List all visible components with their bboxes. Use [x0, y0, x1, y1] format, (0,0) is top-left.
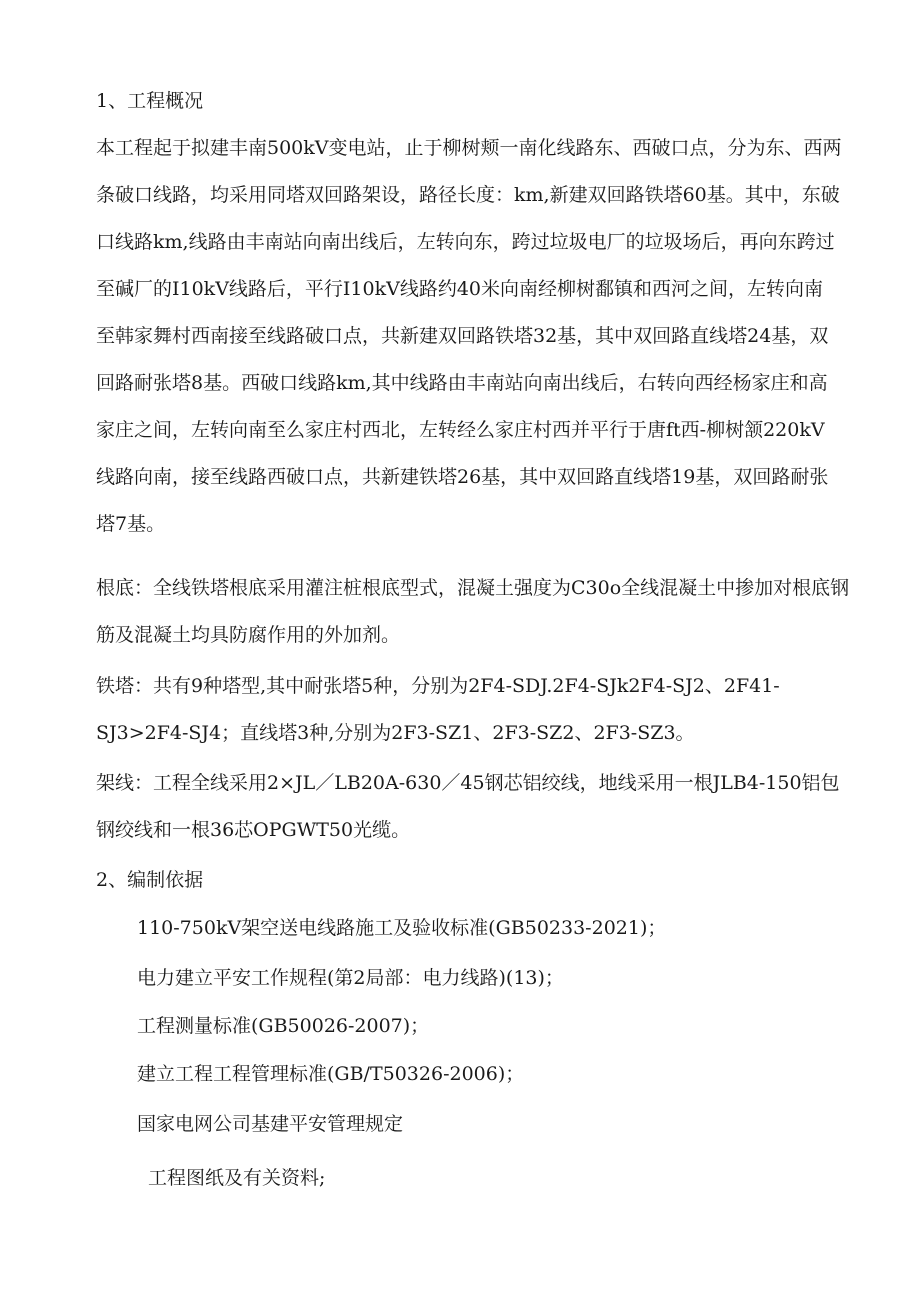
overview-line-8: 线路向南，接至线路西破口点，共新建铁塔26基，其中双回路直线塔19基，双回路耐张	[96, 466, 829, 488]
overview-line-1: 本工程起于拟建丰南500kV变电站，止于柳树颊一南化线路东、西破口点，分为东、西两	[96, 137, 842, 159]
overview-line-9: 塔7基。	[96, 513, 166, 535]
foundation-line-2: 筋及混凝土均具防腐作用的外加剂。	[96, 624, 401, 646]
basis-item-2: 电力建立平安工作规程(第2局部：电力线路)(13)；	[137, 967, 564, 989]
wire-line-1: 架线：工程全线采用2×JL／LB20A-630／45钢芯铝绞线，地线采用一根JLB4-150铝包	[96, 772, 840, 794]
section-heading-overview: 1、工程概况	[96, 90, 204, 112]
basis-item-4: 建立工程工程管理标准(GB/T50326-2006)；	[137, 1063, 525, 1085]
wire-line-2: 钢绞线和一根36芯OPGWT50光缆。	[96, 819, 411, 841]
section-heading-basis: 2、编制依据	[96, 869, 204, 891]
overview-line-6: 回路耐张塔8基。西破口线路km,其中线路由丰南站向南出线后，右转向西经杨家庄和高	[96, 372, 828, 394]
overview-line-5: 至韩家舞村西南接至线路破口点，共新建双回路铁塔32基，其中双回路直线塔24基，双	[96, 325, 829, 347]
basis-item-1: 110-750kV架空送电线路施工及验收标准(GB50233-2021)；	[137, 917, 667, 939]
overview-line-4: 至碱厂的I10kV线路后，平行I10kV线路约40米向南经柳树鄱镇和西河之间，左转向南	[96, 278, 824, 300]
basis-item-3: 工程测量标准(GB50026-2007)；	[137, 1015, 430, 1037]
basis-item-6: 工程图纸及有关资料;	[148, 1167, 326, 1189]
overview-line-2: 条破口线路，均采用同塔双回路架设，路径长度：km,新建双回路铁塔60基。其中，东破	[96, 184, 840, 206]
tower-line-1: 铁塔：共有9种塔型,其中耐张塔5种，分别为2F4-SDJ.2F4-SJk2F4-SJ2、2F41-	[96, 675, 780, 697]
overview-line-3: 口线路km,线路由丰南站向南出线后，左转向东，跨过垃圾电厂的垃圾场后，再向东跨过	[96, 231, 835, 253]
overview-line-7: 家庄之间，左转向南至么家庄村西北，左转经么家庄村西并平行于唐ft西-柳树颔220kV	[96, 419, 825, 441]
tower-line-2: SJ3>2F4-SJ4；直线塔3种,分别为2F3-SZ1、2F3-SZ2、2F3-SZ3。	[96, 722, 695, 744]
basis-item-5: 国家电网公司基建平安管理规定	[137, 1113, 404, 1135]
foundation-line-1: 根底：全线铁塔根底采用灌注桩根底型式，混凝土强度为C30o全线混凝土中掺加对根底钢	[96, 577, 850, 599]
